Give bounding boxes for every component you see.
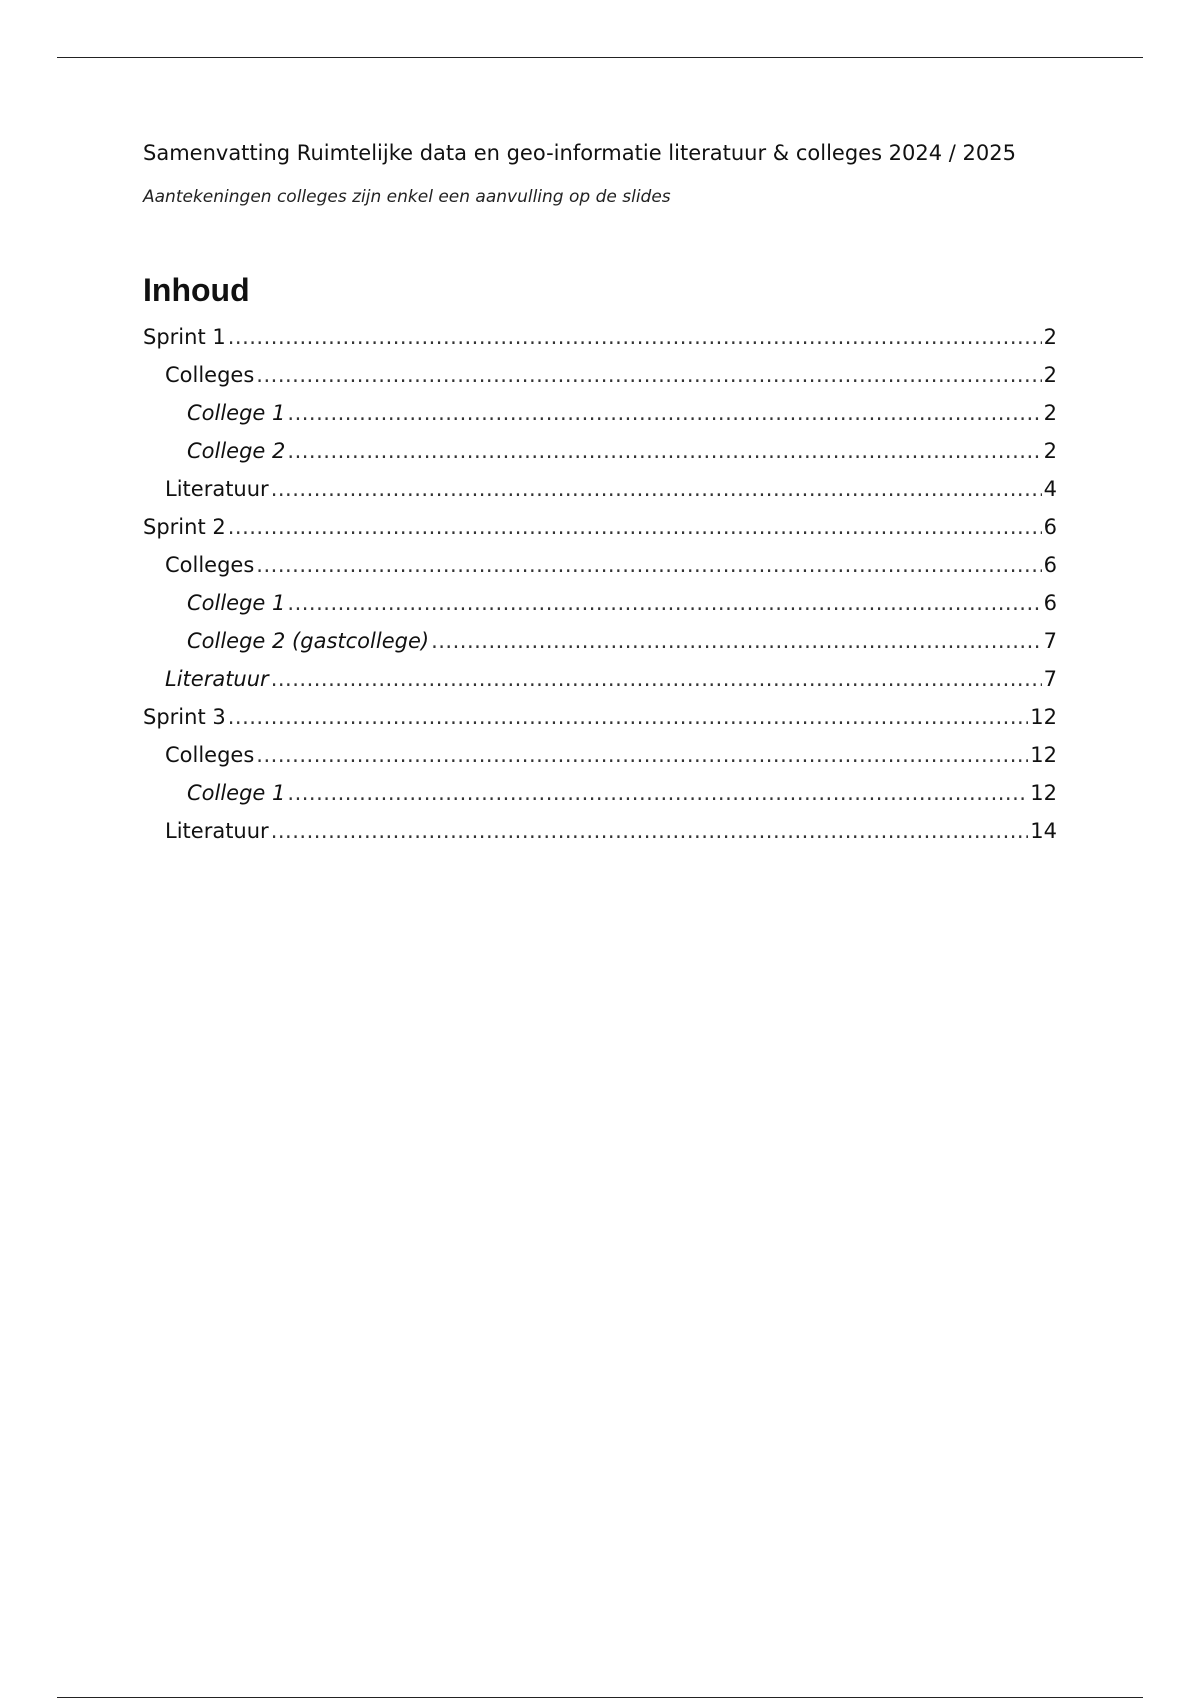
toc-entry-label: College 2 bbox=[187, 439, 286, 463]
toc-entry-sprint-2[interactable] bbox=[143, 508, 1057, 546]
footer-rule bbox=[57, 1697, 1143, 1698]
toc-entry-page: 4 bbox=[1043, 477, 1057, 501]
page-content bbox=[143, 140, 1057, 850]
toc-entry-label: Colleges bbox=[165, 553, 255, 577]
toc-dot-leader bbox=[256, 736, 1028, 774]
toc-entry-sprint-3-colleges[interactable] bbox=[143, 736, 1057, 774]
toc-entry-page: 2 bbox=[1043, 439, 1057, 463]
toc-entry-page: 6 bbox=[1043, 591, 1057, 615]
toc-dot-leader bbox=[228, 318, 1042, 356]
toc-entry-page: 12 bbox=[1030, 705, 1057, 729]
toc-entry-sprint-3[interactable] bbox=[143, 698, 1057, 736]
toc-entry-page: 2 bbox=[1043, 401, 1057, 425]
header-rule bbox=[57, 57, 1143, 58]
toc-dot-leader bbox=[271, 470, 1042, 508]
toc-entry-label: College 2 (gastcollege) bbox=[187, 629, 430, 653]
toc-entry-sprint-2-literatuur[interactable] bbox=[143, 660, 1057, 698]
toc-heading: Inhoud bbox=[143, 272, 250, 308]
toc-entry-page: 7 bbox=[1043, 629, 1057, 653]
toc-dot-leader bbox=[271, 812, 1029, 850]
toc-entry-sprint-3-literatuur[interactable] bbox=[143, 812, 1057, 850]
toc-entry-sprint-2-college-2[interactable] bbox=[143, 622, 1057, 660]
toc-entry-sprint-2-colleges[interactable] bbox=[143, 546, 1057, 584]
toc-entry-page: 12 bbox=[1030, 781, 1057, 805]
toc-dot-leader bbox=[287, 774, 1028, 812]
table-of-contents bbox=[143, 318, 1057, 850]
toc-dot-leader bbox=[271, 660, 1042, 698]
toc-entry-page: 14 bbox=[1030, 819, 1057, 843]
toc-entry-sprint-1[interactable] bbox=[143, 318, 1057, 356]
toc-entry-sprint-1-college-1[interactable] bbox=[143, 394, 1057, 432]
toc-dot-leader bbox=[256, 546, 1041, 584]
toc-entry-sprint-3-college-1[interactable] bbox=[143, 774, 1057, 812]
toc-entry-sprint-2-college-1[interactable] bbox=[143, 584, 1057, 622]
toc-dot-leader bbox=[287, 584, 1041, 622]
toc-entry-label: Literatuur bbox=[165, 819, 269, 843]
toc-dot-leader bbox=[287, 432, 1041, 470]
toc-dot-leader bbox=[431, 622, 1042, 660]
toc-entry-page: 7 bbox=[1043, 667, 1057, 691]
toc-dot-leader bbox=[228, 508, 1042, 546]
toc-entry-page: 12 bbox=[1030, 743, 1057, 767]
toc-dot-leader bbox=[228, 698, 1029, 736]
toc-entry-page: 2 bbox=[1043, 363, 1057, 387]
toc-entry-sprint-1-colleges[interactable] bbox=[143, 356, 1057, 394]
toc-dot-leader bbox=[256, 356, 1041, 394]
toc-entry-label: College 1 bbox=[187, 591, 286, 615]
toc-entry-label: College 1 bbox=[187, 781, 286, 805]
toc-entry-label: Colleges bbox=[165, 743, 255, 767]
toc-entry-label: Sprint 1 bbox=[143, 325, 226, 349]
toc-dot-leader bbox=[287, 394, 1041, 432]
toc-entry-label: Literatuur bbox=[165, 477, 269, 501]
document-subtitle: Aantekeningen colleges zijn enkel een aanvulling op de slides bbox=[143, 187, 671, 207]
toc-entry-sprint-1-college-2[interactable] bbox=[143, 432, 1057, 470]
toc-entry-page: 2 bbox=[1043, 325, 1057, 349]
toc-entry-label: Literatuur bbox=[165, 667, 269, 691]
toc-entry-sprint-1-literatuur[interactable] bbox=[143, 470, 1057, 508]
document-title: Samenvatting Ruimtelijke data en geo-informatie literatuur & colleges 2024 / 2025 bbox=[143, 141, 1016, 165]
toc-entry-label: Colleges bbox=[165, 363, 255, 387]
toc-entry-label: Sprint 3 bbox=[143, 705, 226, 729]
toc-entry-label: Sprint 2 bbox=[143, 515, 226, 539]
toc-entry-label: College 1 bbox=[187, 401, 286, 425]
toc-entry-page: 6 bbox=[1043, 515, 1057, 539]
toc-entry-page: 6 bbox=[1043, 553, 1057, 577]
